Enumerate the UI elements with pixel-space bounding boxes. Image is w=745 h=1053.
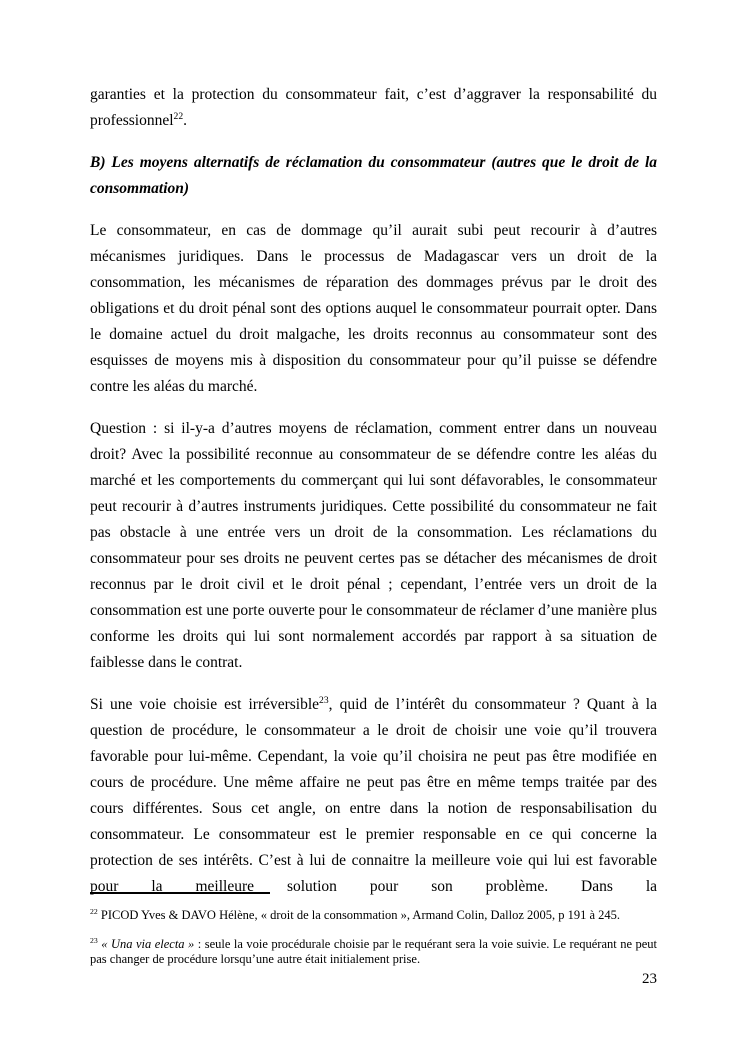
paragraph-1-text: garanties et la protection du consommateur fait, c’est d’aggraver la responsabilité du professionnel: [90, 86, 657, 129]
paragraph-4-text: Si une voie choisie est irréversible: [90, 696, 320, 713]
paragraph-4-tail: , quid de l’intérêt du consommateur ? Quant à la question de procédure, le consommateur a le droit de choisir une voie qu’il trouvera favorable pour lui-même. Cependant, la voie qu’il choisira ne peut pas être modifiée en cours de procédure. Une même affaire ne peut pas être en même temps traitée par des cours différentes. Sous cet angle, on entre dans la notion de responsabilisation du consommateur. Le consommateur est le premier responsable en ce qui concerne la protection de ses intérêts. C’est à lui de connaitre la meilleure voie qui lui est favorable pour la meilleure solution pour son problème. Dans la: [90, 696, 657, 895]
footnote-ref-22: 22: [173, 110, 184, 122]
footnote-area: [90, 892, 657, 981]
footnote-ref-23: 23: [319, 694, 329, 706]
footnote-23-text: : seule la voie procédurale choisie par le requérant sera la voie suivie. Le requérant ne peut pas changer de procédure lorsqu’une autre était initialement prise.: [90, 936, 657, 966]
footnote-23: [90, 937, 657, 968]
paragraph-1-tail: .: [183, 112, 187, 129]
paragraph-4: [90, 692, 657, 900]
page-content: [90, 0, 657, 916]
section-heading: B) Les moyens alternatifs de réclamation du consommateur (autres que le droit de la consommation): [90, 154, 657, 197]
page-number: 23: [642, 971, 657, 987]
footnote-23-latin-phrase: « Una via electa »: [97, 936, 195, 951]
paragraph-3: Question : si il-y-a d’autres moyens de réclamation, comment entrer dans un nouveau droit? Avec la possibilité reconnue au consommateur de se défendre contre les aléas du marché et les comportements du commerçant qui lui sont défavorables, le consommateur peut recourir à d’autres instruments juridiques. Cette possibilité du consommateur ne fait pas obstacle à une entrée vers un droit de la consommation. Les réclamations du consommateur pour ses droits ne peuvent certes pas se détacher des mécanismes de droit reconnus par le droit civil et le droit pénal ; cependant, l’entrée vers un droit de la consommation est une porte ouverte pour le consommateur de réclamer d’une manière plus conforme les droits qui lui sont normalement accordés par rapport à sa situation de faiblesse dans le contrat.: [90, 420, 657, 671]
paragraph-2: Le consommateur, en cas de dommage qu’il aurait subi peut recourir à d’autres mécanismes juridiques. Dans le processus de Madagascar vers un droit de la consommation, les mécanismes de réparation des dommages prévus par le droit des obligations et du droit pénal sont des options auquel le consommateur pourrait opter. Dans le domaine actuel du droit malgache, les droits reconnus au consommateur sont des esquisses de moyens mis à disposition du consommateur pour qu’il puisse se défendre contre les aléas du marché.: [90, 222, 657, 395]
footnote-separator: [90, 892, 270, 894]
footnote-22-text: PICOD Yves & DAVO Hélène, « droit de la consommation », Armand Colin, Dalloz 2005, p 191 à 245.: [97, 908, 621, 922]
footnote-22-number: 22: [90, 906, 98, 916]
paragraph-1: [90, 82, 657, 134]
footnote-23-number: 23: [90, 935, 98, 945]
footnote-22: [90, 908, 657, 924]
